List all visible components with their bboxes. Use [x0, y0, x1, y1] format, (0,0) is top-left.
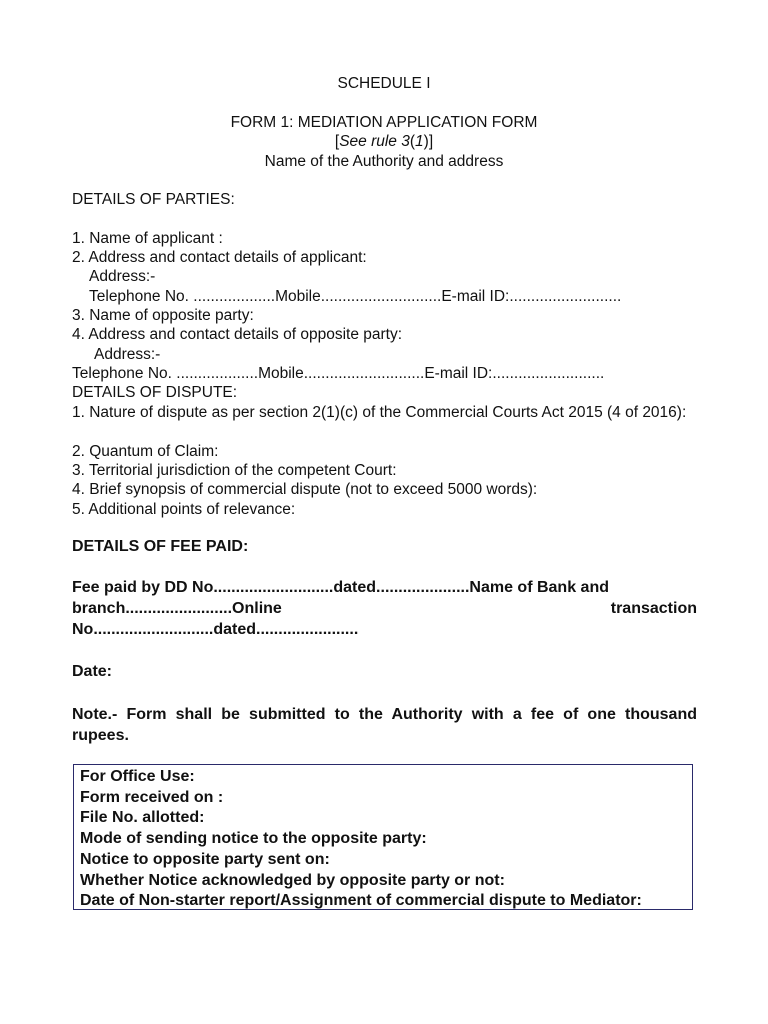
form-title: FORM 1: MEDIATION APPLICATION FORM [230, 114, 538, 131]
applicant-name-line: 1. Name of applicant : [72, 230, 223, 247]
opposite-party-address-line: 4. Address and contact details of opposite party: [72, 326, 403, 343]
opposite-party-contact-line: Telephone No. ...................Mobile............................E-mail ID:.......................... [72, 365, 605, 382]
office-use-heading: For Office Use: [80, 768, 195, 785]
fee-line-1-text: Fee paid by DD No...........................dated.....................Name of Bank and [72, 579, 609, 596]
office-use-box [73, 764, 693, 910]
notice-acknowledged-line: Whether Notice acknowledged by opposite party or not: [80, 871, 505, 889]
additional-points-line: 5. Additional points of relevance: [72, 501, 296, 518]
fee-line-1 [72, 578, 697, 597]
fee-line-2 [72, 599, 697, 618]
claim-quantum-line: 2. Quantum of Claim: [72, 443, 219, 460]
synopsis-line: 4. Brief synopsis of commercial dispute (not to exceed 5000 words): [72, 481, 538, 498]
dispute-heading: DETAILS OF DISPUTE: [72, 384, 238, 401]
rule-bracket-open: [ [334, 133, 340, 150]
applicant-address-line: 2. Address and contact details of applicant: [72, 249, 367, 266]
opposite-party-address-label: Address:- [94, 346, 161, 363]
fee-line-2-row [72, 599, 697, 618]
applicant-contact-line: Telephone No. ...................Mobile............................E-mail ID:.......................... [89, 288, 622, 305]
applicant-address-label: Address:- [89, 268, 156, 285]
fee-transaction-text: transaction [610, 600, 697, 617]
rule-bracket-close: )] [423, 133, 434, 150]
dispute-nature-line: 1. Nature of dispute as per section 2(1)(c) of the Commercial Courts Act 2015 (4 of 2016): [72, 404, 687, 421]
fee-branch-text: branch........................Online [72, 600, 282, 617]
authority-line: Name of the Authority and address [264, 153, 504, 170]
fee-line-1-row [72, 578, 697, 597]
file-number-line: File No. allotted: [80, 809, 205, 827]
note-paragraph: Note.- Form shall be submitted to the Authority with a fee of one thousand rupees. [72, 706, 697, 744]
parties-heading: DETAILS OF PARTIES: [72, 191, 235, 208]
notice-mode-line: Mode of sending notice to the opposite party: [80, 830, 427, 848]
notice-sent-line: Notice to opposite party sent on: [80, 850, 330, 868]
rule-reference [0, 132, 768, 151]
opposite-party-name-line: 3. Name of opposite party: [72, 307, 254, 324]
rule-text: See rule 3 [339, 133, 410, 150]
form-received-line: Form received on : [80, 788, 224, 806]
date-label: Date: [72, 663, 113, 680]
rule-number: 1 [415, 133, 424, 150]
rule-paren-open: ( [409, 133, 416, 150]
fee-heading: DETAILS OF FEE PAID: [72, 538, 249, 555]
jurisdiction-line: 3. Territorial jurisdiction of the competent Court: [72, 462, 397, 479]
fee-line-3: No...........................dated....................... [72, 621, 359, 638]
non-starter-report-line: Date of Non-starter report/Assignment of commercial dispute to Mediator: [80, 892, 642, 910]
schedule-heading: SCHEDULE I [337, 75, 431, 92]
